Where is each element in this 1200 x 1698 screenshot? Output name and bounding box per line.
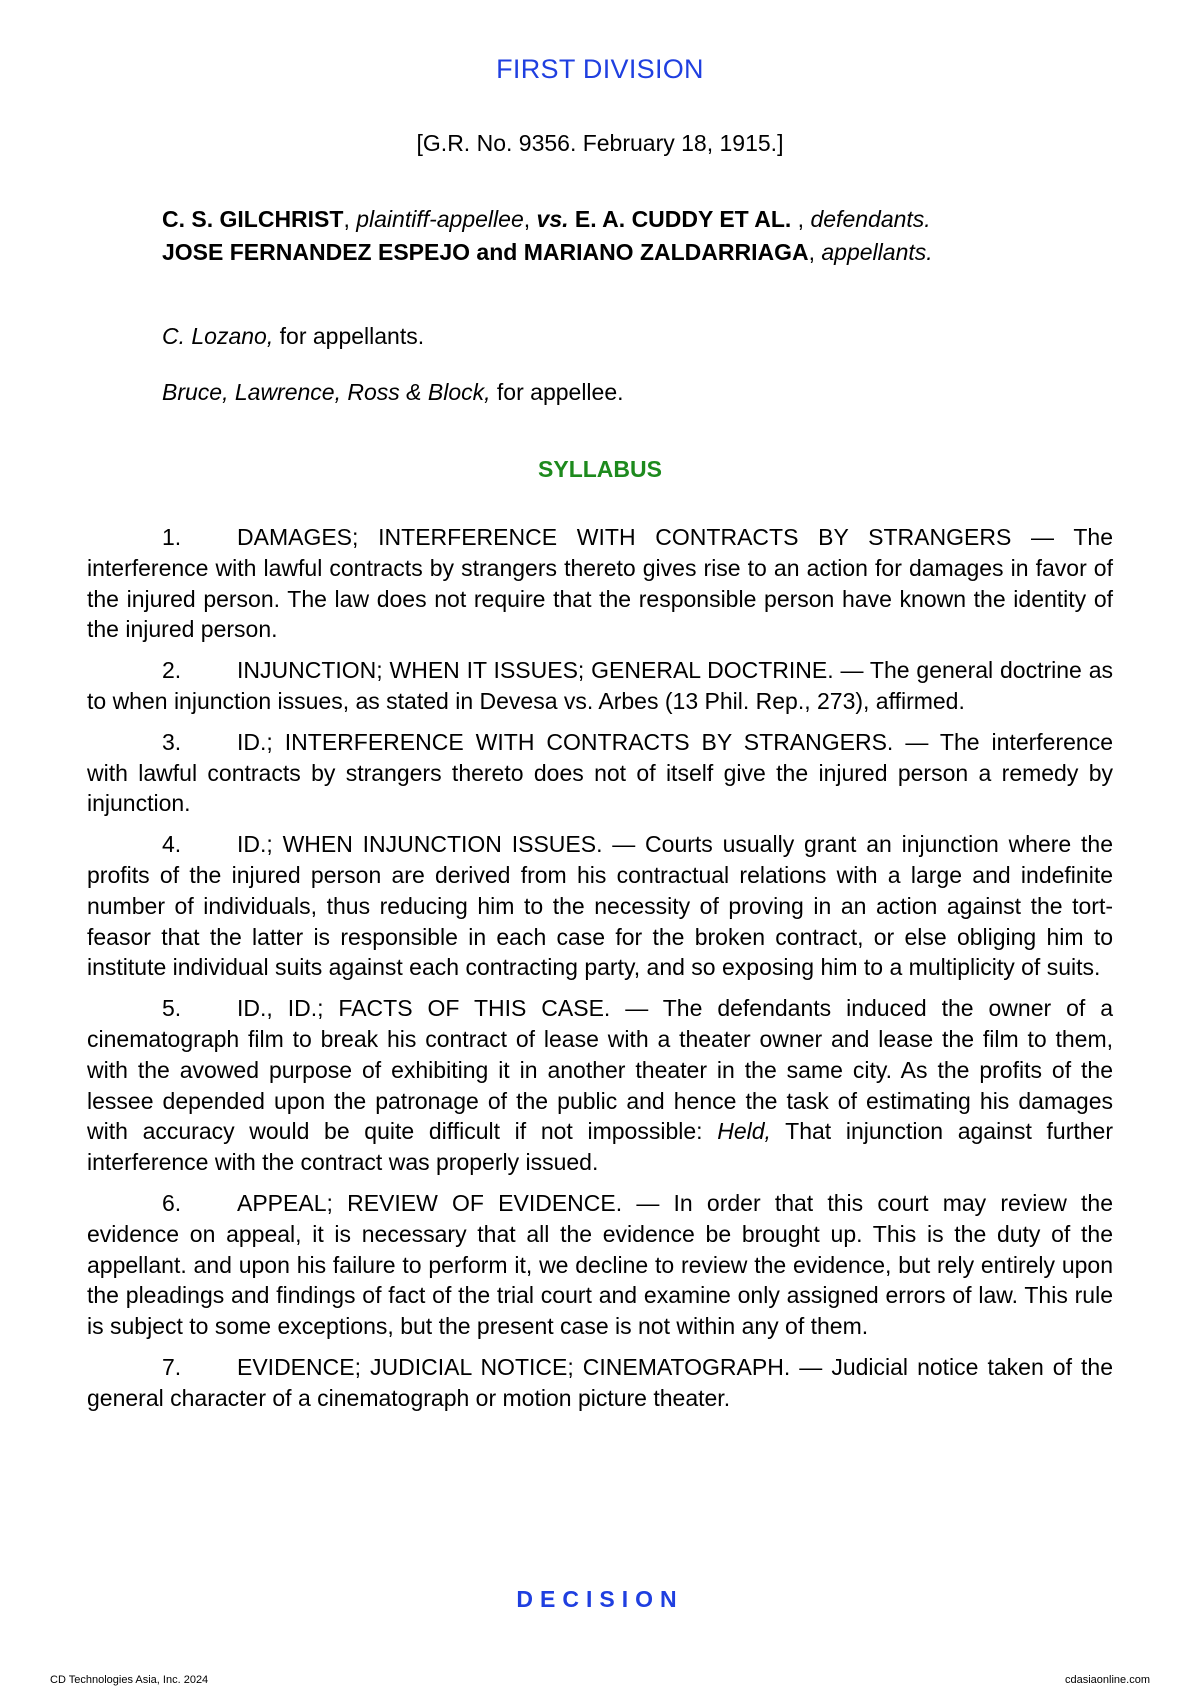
syllabus-item [87, 1352, 1113, 1414]
syllabus-heading: SYLLABUS [538, 456, 662, 482]
defendants-name: E. A. CUDDY ET AL. [574, 206, 792, 232]
appellants-counsel-name: C. Lozano, [162, 323, 274, 349]
syllabus-item-number: 7. [162, 1353, 182, 1380]
syllabus-item [87, 829, 1113, 983]
syllabus-item-text: EVIDENCE; JUDICIAL NOTICE; CINEMATOGRAPH. — Judicial notice taken of the general character of a cinematograph or motion picture theater. [87, 1353, 1113, 1411]
held-label: Held, [717, 1118, 771, 1145]
footer-website: cdasiaonline.com [1065, 1674, 1150, 1686]
held-text: That injunction against further interference with the contract was properly issued. [87, 1118, 1114, 1176]
syllabus-item-number: 6. [162, 1189, 182, 1216]
appellants-role: appellants. [821, 239, 933, 265]
syllabus-item [87, 655, 1113, 717]
counsel-appellants [162, 323, 424, 350]
appellee-counsel-name: Bruce, Lawrence, Ross & Block, [162, 379, 491, 405]
syllabus-item-text: ID.; WHEN INJUNCTION ISSUES. — Courts usually grant an injunction where the profits of the injured person are derived from his contractual relations with a large and indefinite number of individuals, thus reducing him to the necessity of proving in an action against the tort-feasor that the latter is responsible in each case for the broken contract, or else obliging him to institute individual suits against each contracting party, and so exposing him to a multiplicity of suits. [87, 831, 1113, 981]
plaintiff-name: C. S. GILCHRIST [162, 206, 344, 232]
case-number: [G.R. No. 9356. February 18, 1915.] [416, 130, 784, 156]
syllabus-item-number: 5. [162, 995, 182, 1022]
syllabus-list [87, 522, 1113, 1424]
syllabus-item-text: ID., ID.; FACTS OF THIS CASE. — The defendants induced the owner of a cinematograph film to break his contract of lease with a theater owner and lease the film to them, with the avowed purpose of exhibiting it in another theater in the same city. As the profits of the lessee depended upon the patronage of the public and hence the task of estimating his damages with accuracy would be quite difficult if not impossible: [87, 995, 1113, 1145]
syllabus-item [87, 522, 1113, 645]
counsel-appellee [162, 379, 624, 406]
appellants-name: JOSE FERNANDEZ ESPEJO and MARIANO ZALDARRIAGA [162, 239, 809, 265]
case-parties [162, 203, 1112, 269]
defendants-role: defendants. [810, 206, 931, 232]
syllabus-item-number: 1. [162, 524, 182, 550]
syllabus-item [87, 727, 1113, 819]
syllabus-item-number: 2. [162, 657, 182, 684]
syllabus-item-text: ID.; INTERFERENCE WITH CONTRACTS BY STRANGERS. — The interference with lawful contracts by strangers thereto does not of itself give the injured person a remedy by injunction. [87, 728, 1113, 817]
syllabus-item-number: 4. [162, 831, 182, 858]
syllabus-item-text: APPEAL; REVIEW OF EVIDENCE. — In order that this court may review the evidence on appeal, it is necessary that all the evidence be brought up. This is the duty of the appellant. and upon his failure to perform it, we decline to review the evidence, but rely entirely upon the pleadings and findings of fact of the trial court and examine only assigned errors of law. This rule is subject to some exceptions, but the present case is not within any of them. [87, 1189, 1113, 1340]
syllabus-item-number: 3. [162, 728, 182, 755]
footer-copyright: CD Technologies Asia, Inc. 2024 [50, 1674, 209, 1686]
syllabus-item [87, 993, 1113, 1178]
decision-heading: DECISION [516, 1586, 684, 1612]
appellants-counsel-suffix: for appellants. [273, 323, 425, 349]
syllabus-item [87, 1188, 1113, 1342]
appellee-counsel-suffix: for appellee. [490, 379, 624, 405]
plaintiff-role: plaintiff-appellee [356, 206, 524, 232]
parties-line-2: JOSE FERNANDEZ ESPEJO and MARIANO ZALDARRIAGA, appellants. [162, 239, 933, 265]
syllabus-item-text: INJUNCTION; WHEN IT ISSUES; GENERAL DOCTRINE. — The general doctrine as to when injunction issues, as stated in Devesa vs. Arbes (13 Phil. Rep., 273), affirmed. [87, 657, 1113, 714]
syllabus-item-text: DAMAGES; INTERFERENCE WITH CONTRACTS BY STRANGERS — The interference with lawful contracts by strangers thereto gives rise to an action for damages in favor of the injured person. The law does not require that the responsible person have known the identity of the injured person. [87, 524, 1113, 643]
parties-line-1: C. S. GILCHRIST, plaintiff-appellee, vs. E. A. CUDDY ET AL. , defendants. [162, 206, 931, 232]
versus-text: vs. [536, 206, 569, 232]
division-heading: FIRST DIVISION [496, 54, 704, 84]
